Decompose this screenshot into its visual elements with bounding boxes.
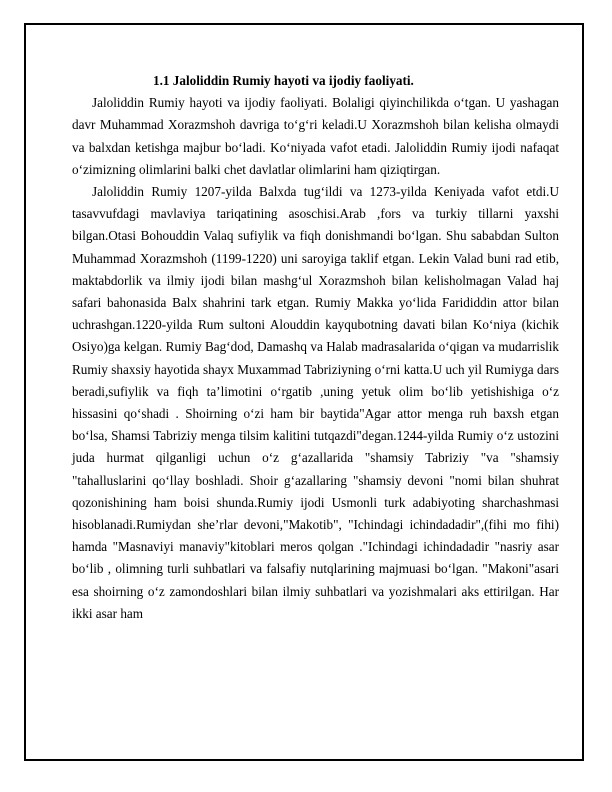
document-body	[72, 70, 559, 625]
section-heading: 1.1 Jaloliddin Rumiy hayoti va ijodiy faoliyati.	[153, 73, 414, 88]
paragraph-biography: Jaloliddin Rumiy 1207-yilda Balxda tug‘ildi va 1273-yilda Keniyada vafot etdi.U tasavvufdagi mavlaviya tariqatining asoschisi.Arab ,fors va turkiy tillarni yaxshi bilgan.Otasi Bohouddin Valaq sufiylik va fiqh donishmandi bo‘lgan. Shu sababdan Sulton Muhammad Xorazmshoh (1199-1220) uni saroyiga taklif etgan. Lekin Valad buni rad etib, maktabdorlik va ilmiy ijodi bilan mashg‘ul Xorazmshoh bilan kelisholmagan Valad haj safari bahonasida Balx shahrini tark etgan. Rumiy Makka yo‘lida Farididdin attor bilan uchrashgan.1220-yilda Rum sultoni Alouddin kayqubotning davati bilan Ko‘niya (kichik Osiyo)ga kelgan. Rumiy Bag‘dod, Damashq va Halab madrasalarida o‘qigan va mudarrislik Rumiy shaxsiy hayotida shayx Muxammad Tabriziyning o‘rni katta.U uch yil Rumiyga dars beradi,sufiylik va fiqh ta’limotini o‘rgatib ,uning yetuk olim bo‘lib yetishishiga o‘z hissasini qo‘shadi . Shoirning o‘zi ham bir baytida"Agar attor menga ruh baxsh etgan bo‘lsa, Shamsi Tabriziy menga tilsim kalitini tutqazdi"degan.1244-yilda Rumiy o‘z ustozini juda hurmat qilganligi uchun o‘z g‘azallarida "shamsiy Tabriziy "va "shamsiy "tahalluslarini qo‘llay boshladi. Shoir g‘azallaring "shamsiy devoni "nomi bilan shuhrat qozonishining ham boisi shunda.Rumiy ijodi Usmonli turk adabiyoting sharchashmasi hisoblanadi.Rumiydan she’rlar devoni,"Makotib", "Ichindagi ichindadadir",(fihi mo fihi) hamda "Masnaviyi manaviy"kitoblari meros qolgan ."Ichindagi ichindadadir "nasriy asar bo‘lib , olimning turli suhbatlari va falsafiy nutqlarining majmuasi bo‘lgan. "Makoni"asari esa shoirning o‘z zamondoshlari bilan ilmiy suhbatlari va yozishmalari aks ettirilgan. Har ikki asar ham	[72, 184, 559, 621]
paragraph-intro: Jaloliddin Rumiy hayoti va ijodiy faoliyati. Bolaligi qiyinchilikda o‘tgan. U yashagan davr Muhammad Xorazmshoh davriga to‘g‘ri keladi.U Xorazmshoh bilan kelisha olmaydi va balxdan ketishga majbur bo‘ladi. Ko‘niyada vafot etadi. Jaloliddin Rumiy ijodi nafaqat o‘zimizning olimlarini balki chet davlatlar olimlarini ham qiziqtirgan.	[72, 95, 559, 177]
